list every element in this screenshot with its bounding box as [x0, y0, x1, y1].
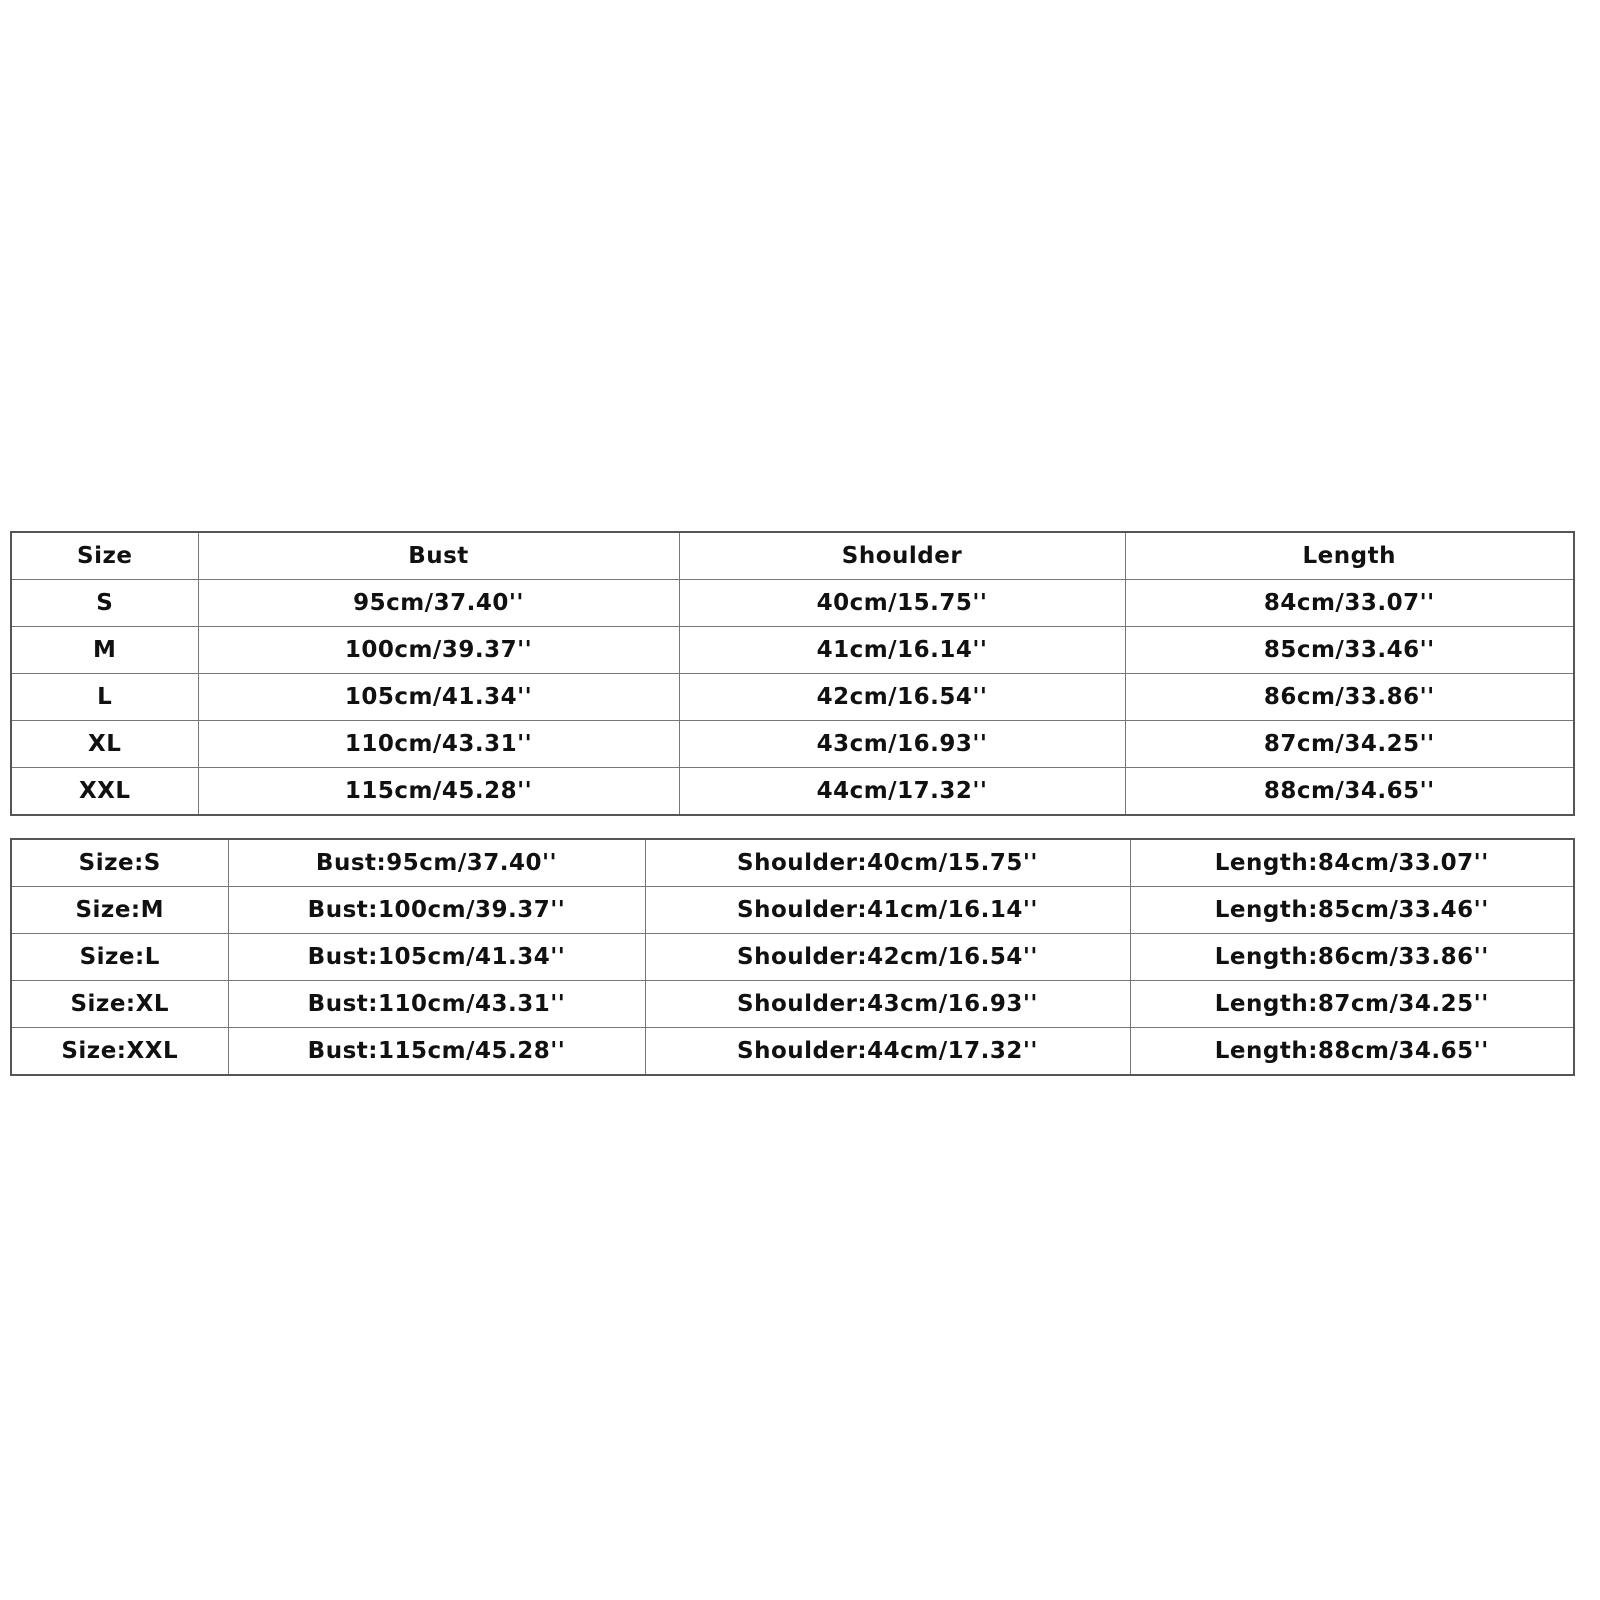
size-chart-table — [10, 531, 1575, 816]
bust-cell: 95cm/37.40'' — [198, 580, 679, 627]
header-cell-size: Size — [11, 532, 198, 580]
shoulder-cell: 40cm/15.75'' — [679, 580, 1125, 627]
bust-cell: 105cm/41.34'' — [198, 674, 679, 721]
bust-cell: 100cm/39.37'' — [198, 627, 679, 674]
shoulder-cell: 43cm/16.93'' — [679, 721, 1125, 768]
table-row — [11, 674, 1574, 721]
length-cell: Length:85cm/33.46'' — [1130, 887, 1574, 934]
table-row — [11, 721, 1574, 768]
header-cell-shoulder: Shoulder — [679, 532, 1125, 580]
length-cell: 87cm/34.25'' — [1125, 721, 1574, 768]
bust-cell: Bust:95cm/37.40'' — [228, 839, 645, 887]
shoulder-cell: Shoulder:42cm/16.54'' — [645, 934, 1130, 981]
header-cell-bust: Bust — [198, 532, 679, 580]
shoulder-cell: 44cm/17.32'' — [679, 768, 1125, 816]
table-row — [11, 627, 1574, 674]
bust-cell: 110cm/43.31'' — [198, 721, 679, 768]
length-cell: Length:87cm/34.25'' — [1130, 981, 1574, 1028]
shoulder-cell: Shoulder:44cm/17.32'' — [645, 1028, 1130, 1076]
bust-cell: 115cm/45.28'' — [198, 768, 679, 816]
length-cell: Length:86cm/33.86'' — [1130, 934, 1574, 981]
shoulder-cell: Shoulder:40cm/15.75'' — [645, 839, 1130, 887]
size-cell: XXL — [11, 768, 198, 816]
table-row — [11, 1028, 1574, 1076]
table-row — [11, 934, 1574, 981]
bust-cell: Bust:115cm/45.28'' — [228, 1028, 645, 1076]
size-cell: S — [11, 580, 198, 627]
size-cell: XL — [11, 721, 198, 768]
shoulder-cell: 41cm/16.14'' — [679, 627, 1125, 674]
shoulder-cell: Shoulder:43cm/16.93'' — [645, 981, 1130, 1028]
table-row — [11, 580, 1574, 627]
size-cell: Size:M — [11, 887, 228, 934]
table-row — [11, 887, 1574, 934]
size-cell: L — [11, 674, 198, 721]
length-cell: 85cm/33.46'' — [1125, 627, 1574, 674]
size-cell: Size:L — [11, 934, 228, 981]
shoulder-cell: Shoulder:41cm/16.14'' — [645, 887, 1130, 934]
size-cell: Size:XXL — [11, 1028, 228, 1076]
length-cell: 88cm/34.65'' — [1125, 768, 1574, 816]
table-row — [11, 839, 1574, 887]
shoulder-cell: 42cm/16.54'' — [679, 674, 1125, 721]
length-cell: 86cm/33.86'' — [1125, 674, 1574, 721]
size-cell: M — [11, 627, 198, 674]
length-cell: Length:84cm/33.07'' — [1130, 839, 1574, 887]
header-cell-length: Length — [1125, 532, 1574, 580]
size-label-table — [10, 838, 1575, 1076]
table-row — [11, 981, 1574, 1028]
length-cell: 84cm/33.07'' — [1125, 580, 1574, 627]
bust-cell: Bust:110cm/43.31'' — [228, 981, 645, 1028]
size-cell: Size:XL — [11, 981, 228, 1028]
bust-cell: Bust:100cm/39.37'' — [228, 887, 645, 934]
bust-cell: Bust:105cm/41.34'' — [228, 934, 645, 981]
size-cell: Size:S — [11, 839, 228, 887]
length-cell: Length:88cm/34.65'' — [1130, 1028, 1574, 1076]
table-row — [11, 768, 1574, 816]
table-header-row — [11, 532, 1574, 580]
